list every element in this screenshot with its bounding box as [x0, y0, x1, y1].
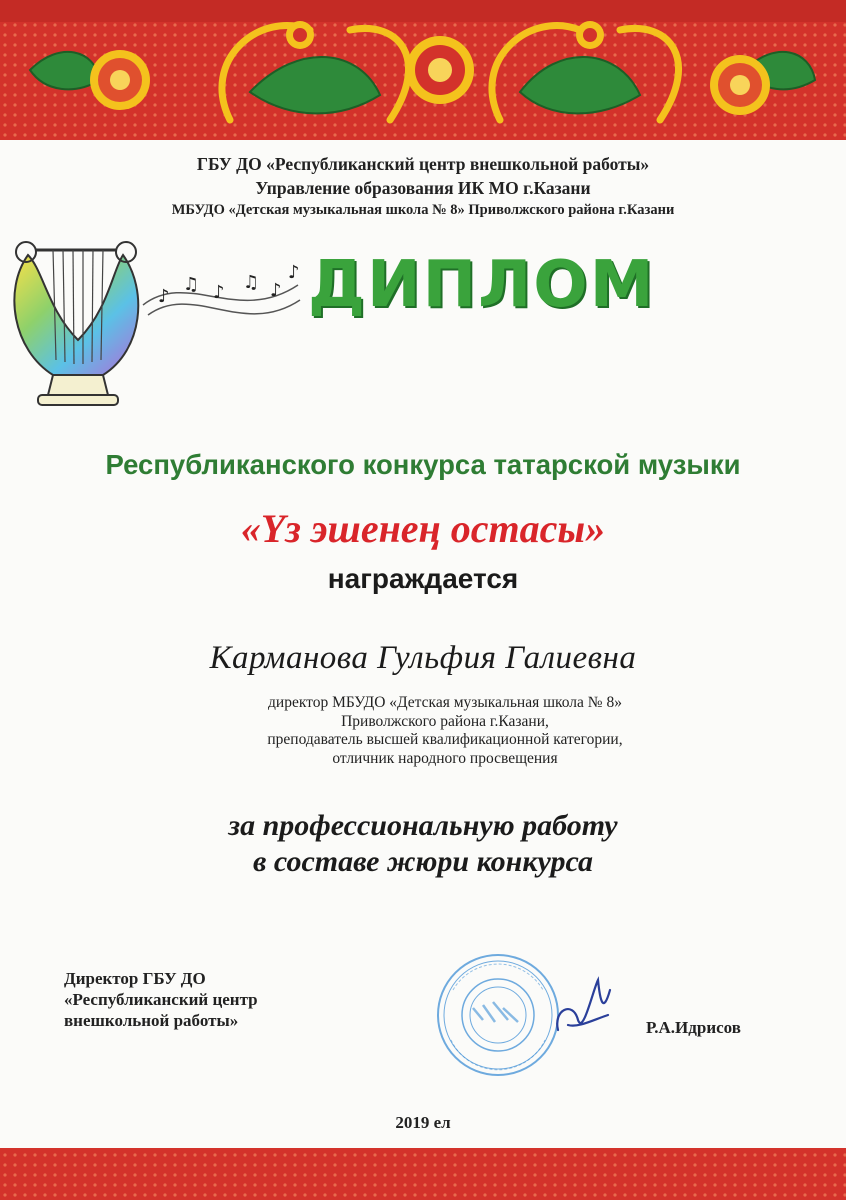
reason-line: в составе жюри конкурса	[252, 845, 593, 878]
svg-text:♪: ♪	[288, 262, 300, 283]
organization-line-2: Управление образования ИК МО г.Казани	[255, 178, 591, 198]
signer-title-line: Директор ГБУ ДО	[64, 969, 206, 988]
signer-title-line: «Республиканский центр	[64, 990, 258, 1009]
svg-text:♪: ♪	[158, 286, 170, 307]
signer-name: Р.А.Идрисов	[646, 1018, 741, 1037]
position-line: Приволжского района г.Казани,	[341, 712, 549, 730]
lyre-illustration	[8, 230, 308, 415]
diploma-title: ДИПЛОМ	[308, 248, 656, 322]
signer-title-line: внешкольной работы»	[64, 1011, 239, 1030]
position-line: отличник народного просвещения	[332, 749, 558, 767]
reason-line: за профессиональную работу	[228, 809, 618, 842]
position-line: преподаватель высшей квалификационной категории,	[267, 731, 623, 748]
organization-line-3: МБУДО «Детская музыкальная школа № 8» Приволжского района г.Казани	[171, 202, 675, 218]
year: 2019 ел	[395, 1113, 451, 1132]
contest-name: «Үз эшенең остасы»	[240, 506, 606, 551]
svg-text:♫: ♫	[183, 274, 200, 295]
svg-text:♪: ♪	[270, 280, 282, 301]
position-line: директор МБУДО «Детская музыкальная школа № 8»	[268, 694, 622, 711]
organization-line-1: ГБУ ДО «Республиканский центр внешкольной работы»	[196, 154, 650, 174]
awarded-label: награждается	[327, 563, 519, 594]
svg-text:♪: ♪	[213, 282, 225, 303]
contest-title: Республиканского конкурса татарской музыки	[105, 449, 741, 480]
bottom-ornamental-band	[0, 1140, 846, 1200]
signer-title	[64, 968, 324, 1031]
recipient-position	[200, 694, 690, 768]
official-stamp	[433, 950, 563, 1080]
svg-text:♫: ♫	[243, 272, 260, 293]
recipient-name: Карманова Гульфия Галиевна	[209, 640, 637, 676]
award-reason	[0, 808, 846, 880]
ornamental-banner	[0, 0, 846, 152]
handwritten-signature	[548, 970, 618, 1050]
